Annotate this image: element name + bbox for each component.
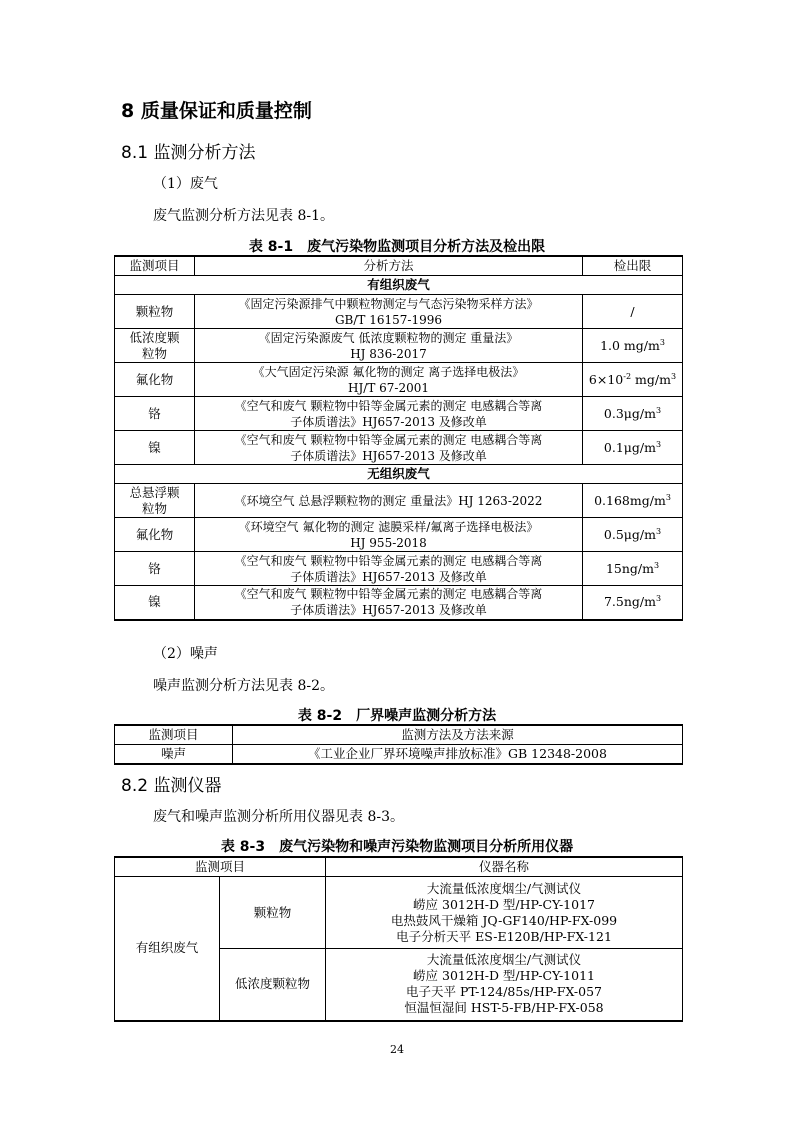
- table1-group-organized: 有组织废气: [115, 276, 683, 295]
- item-cell: 低浓度颗粒物: [220, 949, 326, 1021]
- method-cell: 《固定污染源排气中颗粒物测定与气态污染物采样方法》 GB/T 16157-1996: [195, 295, 583, 329]
- subsection-title-8-1: 8.1 监测分析方法: [121, 143, 256, 163]
- table3-header-row: [115, 857, 683, 877]
- instrument-cell: 大流量低浓度烟尘/气测试仪 崂应 3012H-D 型/HP-CY-1011 电子天平 PT-124/85s/HP-FX-057 恒温恒湿间 HST-5-FB/HP-FX-058: [326, 949, 683, 1021]
- table-row: [115, 745, 683, 765]
- item-cell: 镍: [115, 431, 195, 465]
- item-cell: 颗粒物: [115, 295, 195, 329]
- waste-gas-heading: （1）废气: [153, 176, 218, 192]
- item-cell: 低浓度颗 粒物: [115, 329, 195, 363]
- noise-intro: 噪声监测分析方法见表 8-2。: [153, 678, 334, 694]
- page-number: 24: [390, 1043, 404, 1056]
- waste-gas-intro: 废气监测分析方法见表 8-1。: [153, 208, 334, 224]
- table3-header-instrument: 仪器名称: [326, 857, 683, 877]
- item-cell: 氟化物: [115, 363, 195, 397]
- method-cell: 《空气和废气 颗粒物中铅等金属元素的测定 电感耦合等离 子体质谱法》HJ657-2013 及修改单: [195, 397, 583, 431]
- table-row: [115, 295, 683, 329]
- limit-cell: 1.0 $mg/m^3$: [583, 329, 683, 363]
- table-row: [115, 329, 683, 363]
- method-cell: 《空气和废气 颗粒物中铅等金属元素的测定 电感耦合等离 子体质谱法》HJ657-2013 及修改单: [195, 586, 583, 620]
- table3-caption: 表 8-3 废气污染物和噪声污染物监测项目分析所用仪器: [220, 839, 574, 855]
- method-cell: 《空气和废气 颗粒物中铅等金属元素的测定 电感耦合等离 子体质谱法》HJ657-2013 及修改单: [195, 552, 583, 586]
- limit-cell: $0.1\mu g/m^3$: [583, 431, 683, 465]
- item-cell: 氟化物: [115, 518, 195, 552]
- item-cell: 颗粒物: [220, 877, 326, 949]
- method-cell: 《大气固定污染源 氟化物的测定 离子选择电极法》 HJ/T 67-2001: [195, 363, 583, 397]
- table-8-1: [114, 255, 683, 621]
- limit-cell: $6\times 10^{-2}$ $mg/m^3$: [583, 363, 683, 397]
- table-row: [115, 484, 683, 518]
- limit-cell: $7.5ng/m^3$: [583, 586, 683, 620]
- limit-cell: $0.5\mu g/m^3$: [583, 518, 683, 552]
- table2-header-item: 监测项目: [115, 725, 233, 745]
- table-row: [115, 552, 683, 586]
- table-row: [115, 877, 683, 949]
- item-cell: 铬: [115, 397, 195, 431]
- table3-header-item: 监测项目: [115, 857, 326, 877]
- method-cell: 《固定污染源废气 低浓度颗粒物的测定 重量法》 HJ 836-2017: [195, 329, 583, 363]
- table1-header-method: 分析方法: [195, 256, 583, 276]
- section-title: 8 质量保证和质量控制: [121, 100, 312, 122]
- table2-header-row: [115, 725, 683, 745]
- item-cell: 总悬浮颗 粒物: [115, 484, 195, 518]
- method-cell: 《环境空气 总悬浮颗粒物的测定 重量法》HJ 1263-2022: [195, 484, 583, 518]
- limit-cell: $0.168mg/m^3$: [583, 484, 683, 518]
- limit-cell: /: [583, 295, 683, 329]
- subsection-title-8-2: 8.2 监测仪器: [121, 776, 222, 796]
- table2-caption: 表 8-2 厂界噪声监测分析方法: [297, 708, 497, 724]
- limit-cell: $15ng/m^3$: [583, 552, 683, 586]
- table-8-2: [114, 724, 683, 765]
- table1-header-limit: 检出限: [583, 256, 683, 276]
- table-8-3: [114, 856, 683, 1022]
- limit-cell: $0.3\mu g/m^3$: [583, 397, 683, 431]
- table2-header-method: 监测方法及方法来源: [233, 725, 683, 745]
- table1-caption: 表 8-1 废气污染物监测项目分析方法及检出限: [248, 239, 546, 255]
- table1-header-item: 监测项目: [115, 256, 195, 276]
- instrument-cell: 大流量低浓度烟尘/气测试仪 崂应 3012H-D 型/HP-CY-1017 电热鼓风干燥箱 JQ-GF140/HP-FX-099 电子分析天平 ES-E120B/HP-FX-121: [326, 877, 683, 949]
- instrument-intro: 废气和噪声监测分析所用仪器见表 8-3。: [153, 809, 404, 825]
- method-cell: 《空气和废气 颗粒物中铅等金属元素的测定 电感耦合等离 子体质谱法》HJ657-2013 及修改单: [195, 431, 583, 465]
- method-cell: 《环境空气 氟化物的测定 滤膜采样/氟离子选择电极法》 HJ 955-2018: [195, 518, 583, 552]
- item-cell: 铬: [115, 552, 195, 586]
- noise-heading: （2）噪声: [153, 646, 218, 662]
- table1-group-unorganized: 无组织废气: [115, 465, 683, 484]
- method-cell: 《工业企业厂界环境噪声排放标准》GB 12348-2008: [233, 745, 683, 765]
- table1-header-row: [115, 256, 683, 276]
- table-row: [115, 431, 683, 465]
- table-row: [115, 363, 683, 397]
- item-cell: 噪声: [115, 745, 233, 765]
- table-row: [115, 397, 683, 431]
- item-cell: 镍: [115, 586, 195, 620]
- group-cell: 有组织废气: [115, 877, 220, 1021]
- table-row: [115, 586, 683, 620]
- table-row: [115, 518, 683, 552]
